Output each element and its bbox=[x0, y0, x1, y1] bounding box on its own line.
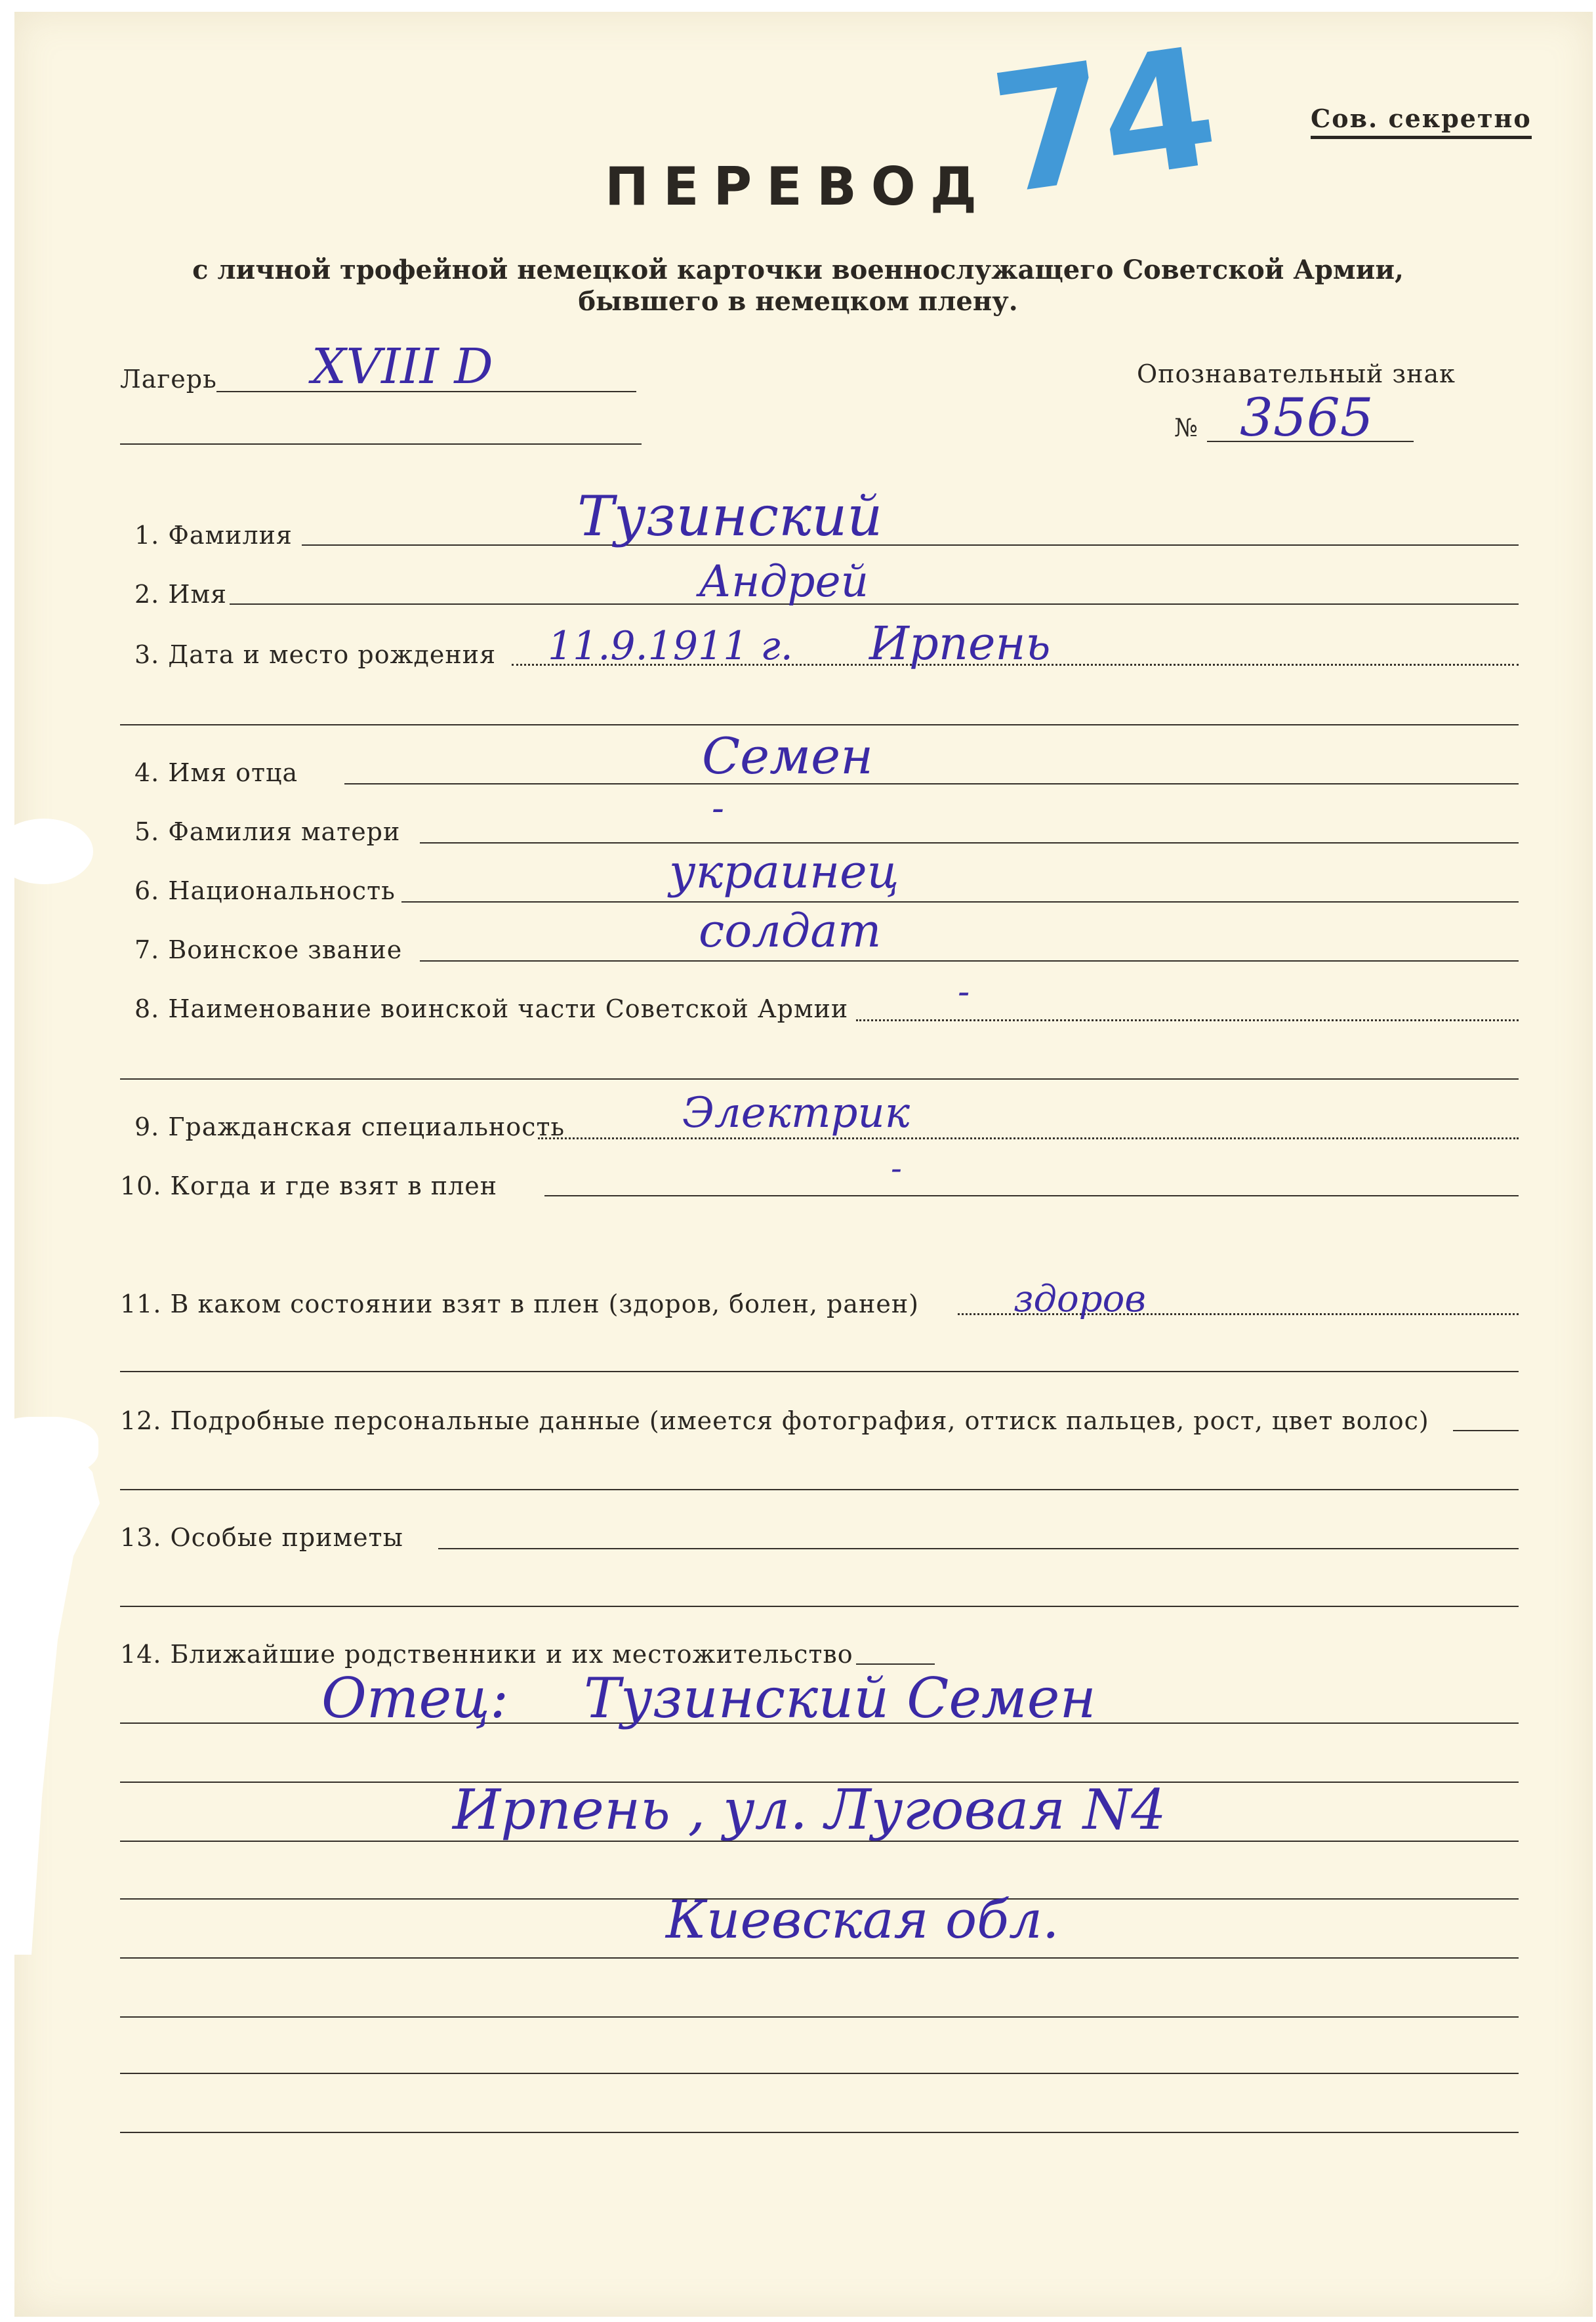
id-number-sign: № bbox=[1174, 413, 1198, 442]
field-10-label: 10. Когда и где взят в плен bbox=[120, 1171, 498, 1200]
field-12-line-2 bbox=[120, 1489, 1519, 1490]
field-12-label: 12. Подробные персональные данные (имеется фотография, оттиск пальцев, рост, цвет волос) bbox=[120, 1406, 1429, 1435]
ruled-line bbox=[120, 2073, 1519, 2074]
field-1-line bbox=[302, 544, 1519, 546]
field-2-line bbox=[230, 603, 1519, 605]
field-9-label: 9. Гражданская специальность bbox=[134, 1112, 565, 1141]
field-13-line bbox=[438, 1548, 1519, 1549]
field-7-line bbox=[420, 960, 1519, 962]
document-page bbox=[14, 12, 1593, 2317]
field-10-line bbox=[544, 1195, 1519, 1196]
field-2-label: 2. Имя bbox=[134, 580, 228, 609]
field-6-value: украинец bbox=[669, 845, 899, 899]
field-14-label: 14. Ближайшие родственники и их местожительство bbox=[120, 1640, 853, 1669]
field-3-line-2 bbox=[120, 724, 1519, 725]
field-12-line bbox=[1453, 1430, 1519, 1431]
field-9-line bbox=[538, 1137, 1519, 1139]
ruled-line bbox=[120, 2132, 1519, 2133]
field-1-label: 1. Фамилия bbox=[134, 521, 293, 550]
relative-region: Киевская обл. bbox=[666, 1889, 1059, 1950]
field-4-line bbox=[344, 783, 1519, 784]
blue-pencil-mark: 74 bbox=[981, 12, 1221, 232]
field-3-place: Ирпень bbox=[869, 617, 1051, 670]
torn-hole bbox=[0, 1417, 98, 1476]
relative-name: Тузинский Семен bbox=[584, 1666, 1096, 1730]
relative-address: Ирпень , ул. Луговая N4 bbox=[453, 1778, 1166, 1842]
id-tag-label: Опознавательный знак bbox=[1137, 359, 1456, 388]
field-14-line bbox=[856, 1663, 935, 1665]
camp-line-2 bbox=[120, 443, 642, 445]
field-8-line bbox=[856, 1019, 1519, 1021]
field-7-label: 7. Воинское звание bbox=[134, 935, 403, 964]
classification-stamp: Сов. секретно bbox=[1311, 104, 1532, 139]
field-7-value: солдат bbox=[699, 904, 882, 958]
field-5-value: - bbox=[712, 787, 724, 830]
field-4-label: 4. Имя отца bbox=[134, 758, 298, 787]
field-11-line-2 bbox=[120, 1371, 1519, 1372]
id-number-value: 3565 bbox=[1240, 387, 1374, 448]
camp-label: Лагерь bbox=[120, 365, 217, 394]
field-4-value: Семен bbox=[702, 727, 874, 785]
page-title: ПЕРЕВОД bbox=[604, 156, 992, 217]
ruled-line bbox=[120, 1957, 1519, 1959]
relative-prefix: Отец: bbox=[321, 1666, 509, 1730]
field-11-label: 11. В каком состоянии взят в плен (здоров, болен, ранен) bbox=[120, 1290, 920, 1318]
field-10-value: - bbox=[891, 1149, 902, 1187]
field-8-line-2 bbox=[120, 1078, 1519, 1080]
field-13-line-2 bbox=[120, 1606, 1519, 1607]
field-6-line bbox=[401, 901, 1519, 903]
field-3-date: 11.9.1911 г. bbox=[548, 623, 793, 669]
field-6-label: 6. Национальность bbox=[134, 876, 396, 905]
ruled-line bbox=[120, 2016, 1519, 2018]
field-9-value: Электрик bbox=[682, 1089, 910, 1137]
field-5-line bbox=[420, 842, 1519, 844]
subtitle-line-1: с личной трофейной немецкой карточки военнослужащего Советской Армии, bbox=[192, 255, 1404, 285]
field-8-label: 8. Наименование воинской части Советской Армии bbox=[134, 994, 849, 1023]
field-3-label: 3. Дата и место рождения bbox=[134, 640, 497, 669]
camp-value: XVIII D bbox=[312, 338, 493, 395]
field-13-label: 13. Особые приметы bbox=[120, 1523, 403, 1552]
field-11-value: здоров bbox=[1013, 1278, 1146, 1320]
field-8-value: - bbox=[958, 971, 970, 1012]
field-1-value: Тузинский bbox=[577, 484, 883, 548]
field-2-value: Андрей bbox=[699, 556, 869, 607]
field-5-label: 5. Фамилия матери bbox=[134, 817, 401, 846]
subtitle-line-2: бывшего в немецком плену. bbox=[578, 286, 1018, 317]
